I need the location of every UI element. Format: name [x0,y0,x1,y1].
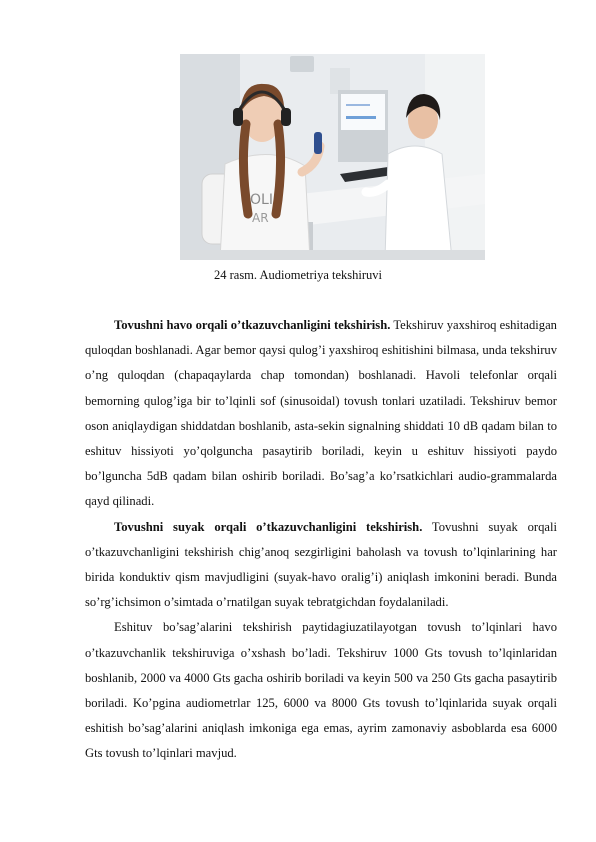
svg-text:OLI: OLI [250,192,273,208]
figure-caption: 24 rasm. Audiometriya tekshiruvi [213,268,383,282]
paragraph-heading: Tovushni havo orqali o’tkazuvchanligini tekshirish. [114,318,391,332]
audiometry-photo [180,54,485,260]
paragraph-body: Eshituv bo’sag’alarini tekshirish paytidagiuzatilayotgan tovush to’lqinlari havo o’tkazuvchanlik tekshiruviga o’xshash bo’ladi. Tekshiruv 1000 Gts tovush to’lqinlaridan boshlanib, 2000 va 4000 Gts gacha oshirib boriladi va keyin 500 va 250 Gts gacha pasaytirib boriladi. Ko’pgina audiometrlar 125, 6000 va 8000 Gts tovush to’lqinlarida suyak orqali eshitish bo’sag’alarini aniqlash imkoniga ega emas, ayrim zamonaviy asboblarda esa 6000 Gts tovush to’lqinlari mavjud. [85,620,557,761]
paragraph-thresholds [85,615,557,766]
paragraph-air-conduction [85,313,557,515]
svg-text:AR: AR [252,211,269,225]
paragraph-heading: Tovushni suyak orqali o’tkazuvchanligini tekshirish. [114,519,423,534]
paragraph-bone-conduction [85,515,557,616]
paragraph-body: Tekshiruv yaxshiroq eshitadigan quloqdan boshlanadi. Agar bemor qaysi qulog’i yaxshiroq eshitishini bilmasa, unda tekshiruv o’ng quloqdan (chapaqaylarda chap tomondan) boshlanadi. Havoli telefonlar orqali bemorning qulog’iga bir to’lqinli sof (sinusoidal) tovush tonlari uzatiladi. Tekshiruv bemor oson aniqlaydigan shiddatdan boshlanib, asta-sekin signalning shiddati 10 dB qadam bilan to eshituv hissiyoti yo’qolguncha pasaytirib boriladi, keyin u eshituv hissiyoti paydo bo’lguncha 5dB qadam bilan oshirib boriladi. Bo’sag’a ko’rsatkichlari audio-grammalarda qayd qilinadi. [85,318,557,509]
paragraph-body: Tovushni suyak orqali o’tkazuvchanligini tekshirish chig’anoq sezgirligini baholash va tovush to’lqinlarining har birida konduktiv qism mavjudligini (suyak-havo oralig’i) aniqlash imkonini beradi. Bunda so’rg’ichsimon o’simtada o’rnatilgan suyak tebratgichdan foydalaniladi. [85,519,557,610]
body-text [85,313,557,767]
